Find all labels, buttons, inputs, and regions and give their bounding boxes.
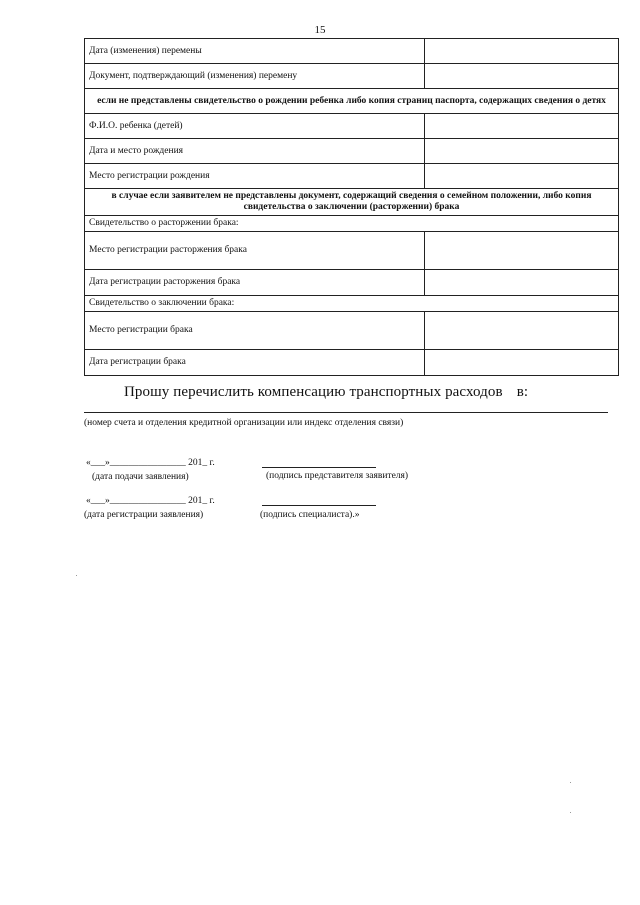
- subheader-marriage-certificate: Свидетельство о заключении брака:: [85, 296, 619, 312]
- row-label-marriage-place: Место регистрации брака: [85, 312, 425, 350]
- table-row: [85, 164, 619, 189]
- table-row: [85, 139, 619, 164]
- table-row: [85, 114, 619, 139]
- row-label-marriage-date: Дата регистрации брака: [85, 350, 425, 376]
- table-row: [85, 232, 619, 270]
- table-row: [85, 216, 619, 232]
- value-cell-marriage-place[interactable]: [425, 312, 619, 350]
- table-row: [85, 270, 619, 296]
- table-row: [85, 64, 619, 89]
- scan-speck: [570, 782, 571, 783]
- table-row: [85, 312, 619, 350]
- scan-speck: [76, 575, 77, 576]
- row-label-birth-date-place: Дата и место рождения: [85, 139, 425, 164]
- value-cell-change-date[interactable]: [425, 39, 619, 64]
- row-label-birth-registration: Место регистрации рождения: [85, 164, 425, 189]
- value-cell-change-document[interactable]: [425, 64, 619, 89]
- value-cell-divorce-place[interactable]: [425, 232, 619, 270]
- payment-request-tail: в:: [516, 384, 529, 400]
- value-cell-marriage-date[interactable]: [425, 350, 619, 376]
- section-header-birth-certificate: если не представлены свидетельство о рождении ребенка либо копия страниц паспорта, содержащих сведения о детях: [85, 89, 619, 114]
- submission-date-line[interactable]: «___»________________ 201_ г.: [86, 458, 215, 468]
- specialist-signature-line[interactable]: [262, 505, 376, 506]
- representative-signature-line[interactable]: [262, 467, 376, 468]
- info-table: [84, 38, 619, 376]
- specialist-signature-caption: (подпись специалиста).»: [260, 510, 360, 520]
- registration-date-caption: (дата регистрации заявления): [84, 510, 204, 520]
- submission-date-caption: (дата подачи заявления): [92, 472, 189, 482]
- payment-request: [124, 384, 528, 401]
- section-row: [85, 189, 619, 216]
- table-row: [85, 350, 619, 376]
- table-row: [85, 39, 619, 64]
- value-cell-divorce-date[interactable]: [425, 270, 619, 296]
- page-number: 15: [314, 24, 326, 36]
- table-row: [85, 296, 619, 312]
- section-row: [85, 89, 619, 114]
- account-line[interactable]: [84, 412, 608, 413]
- section-header-marital-status: в случае если заявителем не представлены документ, содержащий сведения о семейном положении, либо копия свидетельства о заключении (расторжении) брака: [85, 189, 619, 216]
- value-cell-child-name[interactable]: [425, 114, 619, 139]
- registration-date-line[interactable]: «___»________________ 201_ г.: [86, 496, 215, 506]
- row-label-change-date: Дата (изменения) перемены: [85, 39, 425, 64]
- row-label-divorce-date: Дата регистрации расторжения брака: [85, 270, 425, 296]
- row-label-divorce-place: Место регистрации расторжения брака: [85, 232, 425, 270]
- value-cell-birth-date-place[interactable]: [425, 139, 619, 164]
- representative-signature-caption: (подпись представителя заявителя): [266, 471, 409, 481]
- row-label-change-document: Документ, подтверждающий (изменения) перемену: [85, 64, 425, 89]
- scan-speck: [570, 812, 571, 813]
- payment-request-text: Прошу перечислить компенсацию транспортных расходов: [124, 384, 503, 400]
- value-cell-birth-registration[interactable]: [425, 164, 619, 189]
- account-caption: (номер счета и отделения кредитной организации или индекс отделения связи): [84, 418, 404, 428]
- subheader-divorce-certificate: Свидетельство о расторжении брака:: [85, 216, 619, 232]
- row-label-child-name: Ф.И.О. ребенка (детей): [85, 114, 425, 139]
